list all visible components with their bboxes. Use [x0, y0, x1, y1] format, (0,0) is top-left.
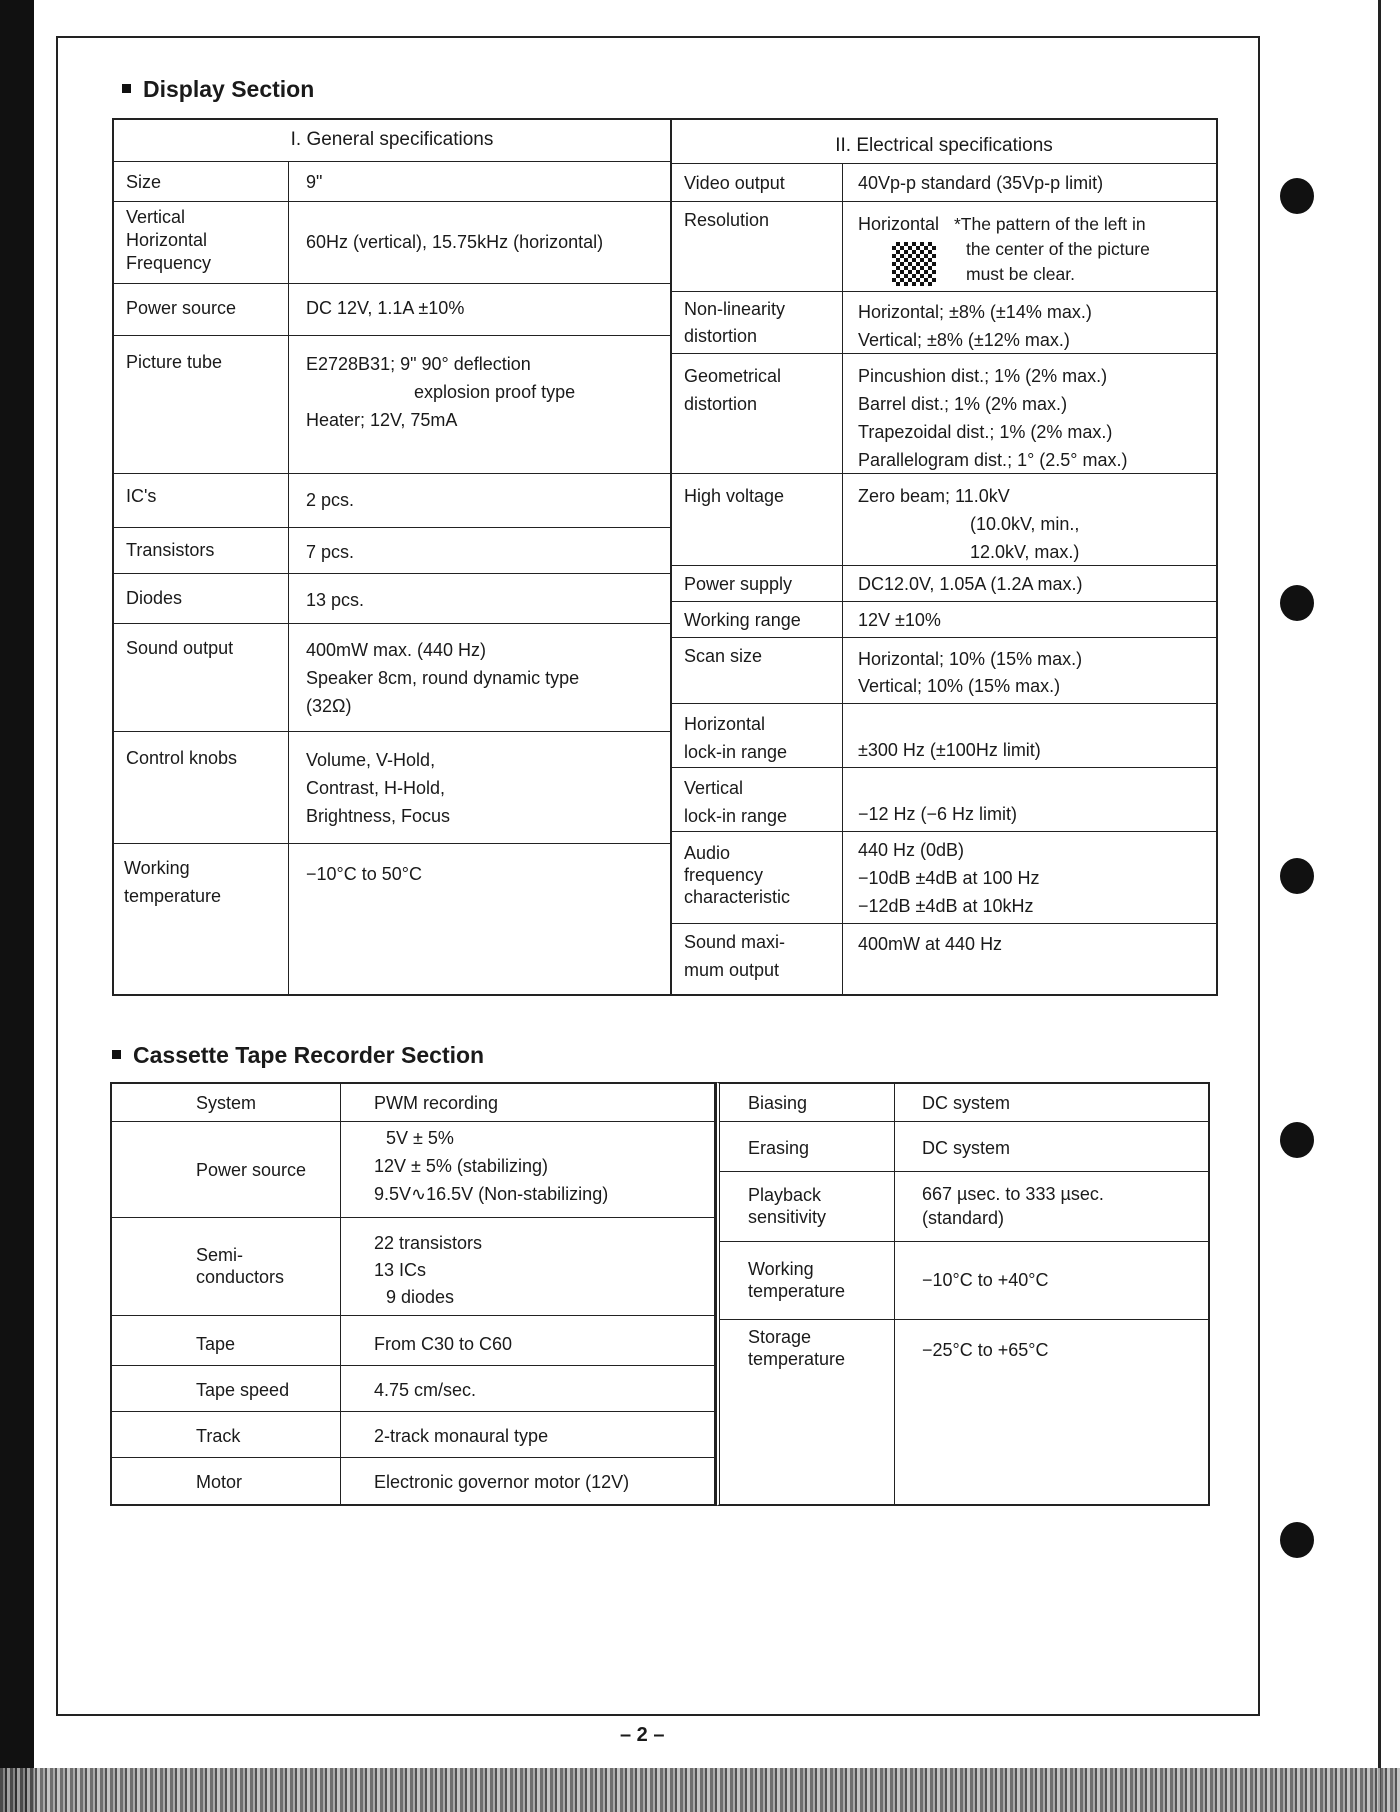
table-row: [112, 1412, 714, 1458]
table-row: [672, 566, 1216, 602]
table-row: [672, 164, 1216, 202]
spec-value: −10°C to +40°C: [922, 1270, 1049, 1290]
spec-value-prefix: Horizontal: [858, 214, 940, 234]
spec-label: Playback sensitivity: [748, 1185, 827, 1227]
spec-value: 4.75 cm/sec.: [374, 1380, 477, 1400]
cassette-specs-table-left: [110, 1082, 716, 1506]
spec-label: Picture tube: [126, 352, 223, 372]
spec-value: 13 pcs.: [306, 590, 365, 610]
spec-label: Power source: [126, 298, 237, 318]
spec-label: Scan size: [684, 646, 763, 666]
spec-label: Storage temperature: [748, 1327, 846, 1369]
table-row: [672, 924, 1216, 994]
checker-pattern-icon: [892, 242, 936, 291]
table-row: [114, 732, 670, 844]
spec-label: Power supply: [684, 574, 793, 594]
table-row: [672, 704, 1216, 768]
table-row: [114, 162, 670, 202]
scan-edge-right: [1378, 0, 1381, 1812]
spec-label: High voltage: [684, 486, 785, 506]
spec-label: Working temperature: [748, 1259, 846, 1301]
spec-label: Resolution: [684, 210, 770, 230]
spec-value: 440 Hz (0dB) −10dB ±4dB at 100 Hz −12dB ±4dB at 10kHz: [858, 840, 1040, 916]
spec-value: From C30 to C60: [374, 1334, 513, 1354]
table-row: [112, 1084, 714, 1122]
table-row: [114, 474, 670, 528]
spec-value: −25°C to +65°C: [922, 1340, 1049, 1360]
spec-label: Diodes: [126, 588, 183, 608]
electrical-specs-table: [670, 118, 1218, 996]
cassette-specs-table-right: [716, 1082, 1210, 1506]
spec-value: 12V ±10%: [858, 610, 941, 630]
table-row: [720, 1320, 1208, 1504]
spec-value: 5V ± 5% 12V ± 5% (stabilizing) 9.5V∿16.5V (Non-stabilizing): [374, 1128, 609, 1204]
table-row: [672, 638, 1216, 704]
spec-label: Vertical Horizontal Frequency: [126, 207, 212, 273]
table-row: [112, 1122, 714, 1218]
spec-label: Tape: [196, 1334, 236, 1354]
table-header-row: [672, 120, 1216, 164]
table-row: [672, 474, 1216, 566]
spec-label: Vertical lock-in range: [684, 778, 788, 826]
spec-label: Track: [196, 1426, 241, 1446]
spec-label: Sound maxi- mum output: [684, 932, 786, 980]
electrical-specs-header: II. Electrical specifications: [835, 135, 1053, 156]
table-row: [672, 292, 1216, 354]
cassette-section-title: Cassette Tape Recorder Section: [112, 1042, 484, 1069]
spec-value: 7 pcs.: [306, 542, 355, 562]
spec-label: Power source: [196, 1160, 307, 1180]
spec-value: ±300 Hz (±100Hz limit): [858, 740, 1041, 760]
display-section-title: Display Section: [122, 76, 314, 103]
page-number: – 2 –: [620, 1724, 665, 1746]
table-row: [114, 528, 670, 574]
spec-value: −12 Hz (−6 Hz limit): [858, 804, 1018, 824]
spec-value: Volume, V-Hold, Contrast, H-Hold, Brightness, Focus: [306, 750, 451, 826]
table-row: [114, 574, 670, 624]
spec-label: Tape speed: [196, 1380, 290, 1400]
punch-hole: [1280, 1122, 1314, 1158]
spec-value: DC system: [922, 1138, 1011, 1158]
spec-value: 22 transistors 13 ICs 9 diodes: [374, 1233, 483, 1307]
table-row: [720, 1084, 1208, 1122]
punch-hole: [1280, 585, 1314, 621]
general-specs-header: I. General specifications: [290, 129, 494, 150]
table-row: [672, 832, 1216, 924]
spec-label: Working temperature: [124, 858, 222, 906]
general-specs-table: [112, 118, 672, 996]
bullet-square-icon: [112, 1050, 121, 1059]
spec-value: 400mW max. (440 Hz) Speaker 8cm, round dynamic type (32Ω): [306, 640, 580, 716]
spec-value: 60Hz (vertical), 15.75kHz (horizontal): [306, 232, 604, 252]
spec-value: Horizontal; 10% (15% max.) Vertical; 10% (15% max.): [858, 649, 1083, 696]
spec-value: 40Vp-p standard (35Vp-p limit): [858, 173, 1104, 193]
spec-label: Size: [126, 172, 162, 192]
table-header-row: [114, 120, 670, 162]
spec-label: Transistors: [126, 540, 215, 560]
table-row: [720, 1242, 1208, 1320]
table-row: [720, 1172, 1208, 1242]
spec-label: Control knobs: [126, 748, 238, 768]
table-row: [672, 602, 1216, 638]
table-row: [672, 354, 1216, 474]
scan-noise-strip: [0, 1768, 1400, 1812]
spec-value: Horizontal; ±8% (±14% max.) Vertical; ±8% (±12% max.): [858, 302, 1092, 350]
spec-value: E2728B31; 9" 90° deflection explosion proof type Heater; 12V, 75mA: [306, 354, 576, 430]
table-row: [720, 1122, 1208, 1172]
table-row: [112, 1218, 714, 1316]
spec-value: −10°C to 50°C: [306, 864, 422, 884]
scan-edge-left: [0, 0, 34, 1812]
spec-label: Video output: [684, 173, 785, 193]
table-row: [112, 1458, 714, 1504]
spec-label: Biasing: [748, 1093, 808, 1113]
table-row: [114, 844, 670, 994]
table-row: [114, 336, 670, 474]
spec-label: Working range: [684, 610, 801, 630]
spec-value: *The pattern of the left in the center of the picture must be clear.: [954, 214, 1150, 284]
spec-label: Horizontal lock-in range: [684, 714, 788, 762]
table-row: [114, 202, 670, 284]
spec-value: Zero beam; 11.0kV (10.0kV, min., 12.0kV, max.): [858, 486, 1080, 562]
spec-value: DC system: [922, 1093, 1011, 1113]
table-row: [114, 284, 670, 336]
spec-label: Erasing: [748, 1138, 810, 1158]
spec-value: DC 12V, 1.1A ±10%: [306, 298, 465, 318]
spec-label: Motor: [196, 1472, 243, 1492]
spec-value: 2 pcs.: [306, 490, 355, 510]
spec-value: DC12.0V, 1.05A (1.2A max.): [858, 574, 1083, 594]
spec-label: Audio frequency characteristic: [684, 843, 791, 907]
spec-value: 9": [306, 172, 323, 192]
table-row: [112, 1316, 714, 1366]
spec-label: Sound output: [126, 638, 234, 658]
spec-label: Non-linearity distortion: [684, 299, 786, 346]
table-row: [112, 1366, 714, 1412]
spec-value: 400mW at 440 Hz: [858, 934, 1003, 954]
spec-value: 667 µsec. to 333 µsec. (standard): [922, 1184, 1104, 1228]
punch-hole: [1280, 178, 1314, 214]
spec-label: IC's: [126, 486, 157, 506]
spec-value: Pincushion dist.; 1% (2% max.) Barrel dist.; 1% (2% max.) Trapezoidal dist.; 1% (2% max.) Parallelogram dist.; 1° (2.5° max.): [858, 366, 1128, 470]
punch-hole: [1280, 1522, 1314, 1558]
table-row: [114, 624, 670, 732]
punch-hole: [1280, 858, 1314, 894]
spec-value: 2-track monaural type: [374, 1426, 549, 1446]
bullet-square-icon: [122, 84, 131, 93]
spec-label: Semi- conductors: [196, 1245, 285, 1287]
spec-label: Geometrical distortion: [684, 366, 782, 414]
table-row: [672, 202, 1216, 292]
spec-label: System: [196, 1093, 257, 1113]
table-row: [672, 768, 1216, 832]
spec-value: PWM recording: [374, 1093, 499, 1113]
spec-value: Electronic governor motor (12V): [374, 1472, 630, 1492]
